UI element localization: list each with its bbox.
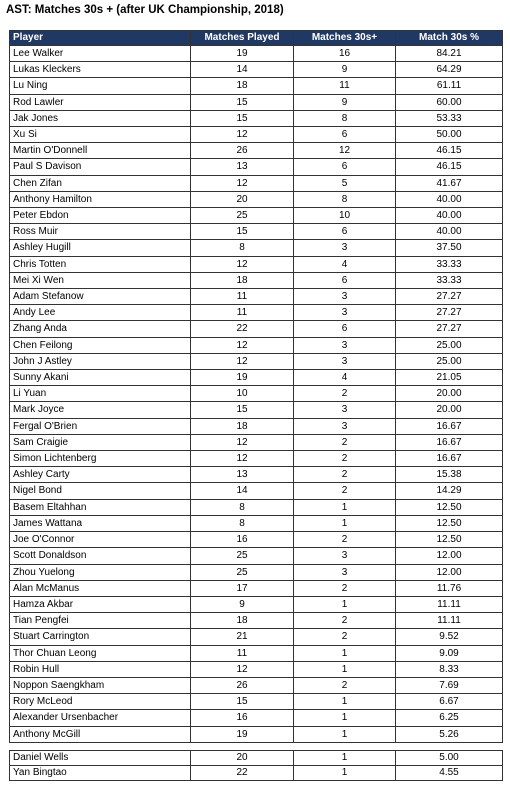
- header-matches-30s: Matches 30s+: [294, 31, 396, 46]
- extra-table-body: [10, 751, 503, 781]
- matches-30s-cell: 3: [294, 418, 396, 434]
- match-30s-percent-cell: 61.11: [396, 78, 503, 94]
- player-name-cell: Lee Walker: [10, 46, 191, 62]
- matches-30s-cell: 1: [294, 499, 396, 515]
- table-row: [10, 710, 503, 726]
- matches-played-cell: 12: [191, 451, 294, 467]
- matches-30s-cell: 1: [294, 645, 396, 661]
- matches-played-cell: 14: [191, 62, 294, 78]
- table-row: [10, 483, 503, 499]
- table-row: [10, 418, 503, 434]
- matches-played-cell: 13: [191, 467, 294, 483]
- matches-30s-cell: 2: [294, 434, 396, 450]
- match-30s-percent-cell: 27.27: [396, 321, 503, 337]
- matches-30s-table: [9, 30, 503, 743]
- matches-30s-cell: 1: [294, 515, 396, 531]
- match-30s-percent-cell: 8.33: [396, 661, 503, 677]
- match-30s-percent-cell: 37.50: [396, 240, 503, 256]
- matches-30s-cell: 2: [294, 580, 396, 596]
- player-name-cell: Anthony Hamilton: [10, 191, 191, 207]
- matches-30s-cell: 9: [294, 62, 396, 78]
- player-name-cell: Paul S Davison: [10, 159, 191, 175]
- matches-30s-cell: 2: [294, 483, 396, 499]
- matches-30s-cell: 3: [294, 402, 396, 418]
- table-row: [10, 499, 503, 515]
- matches-30s-cell: 3: [294, 337, 396, 353]
- matches-played-cell: 17: [191, 580, 294, 596]
- matches-30s-cell: 3: [294, 289, 396, 305]
- table-row: [10, 110, 503, 126]
- matches-30s-cell: 8: [294, 191, 396, 207]
- match-30s-percent-cell: 15.38: [396, 467, 503, 483]
- match-30s-percent-cell: 33.33: [396, 256, 503, 272]
- matches-played-cell: 19: [191, 370, 294, 386]
- player-name-cell: Scott Donaldson: [10, 548, 191, 564]
- table-row: [10, 580, 503, 596]
- matches-played-cell: 15: [191, 694, 294, 710]
- player-name-cell: Mark Joyce: [10, 402, 191, 418]
- matches-30s-cell: 6: [294, 224, 396, 240]
- matches-30s-cell: 5: [294, 175, 396, 191]
- match-30s-percent-cell: 27.27: [396, 289, 503, 305]
- matches-played-cell: 15: [191, 224, 294, 240]
- match-30s-percent-cell: 11.11: [396, 613, 503, 629]
- player-name-cell: Lu Ning: [10, 78, 191, 94]
- matches-played-cell: 12: [191, 661, 294, 677]
- matches-30s-cell: 1: [294, 596, 396, 612]
- table-row: [10, 240, 503, 256]
- player-name-cell: Alexander Ursenbacher: [10, 710, 191, 726]
- matches-played-cell: 19: [191, 726, 294, 742]
- match-30s-percent-cell: 41.67: [396, 175, 503, 191]
- matches-played-cell: 12: [191, 127, 294, 143]
- matches-30s-cell: 6: [294, 321, 396, 337]
- matches-30s-cell: 1: [294, 766, 396, 781]
- matches-played-cell: 25: [191, 208, 294, 224]
- table-row: [10, 548, 503, 564]
- table-row: [10, 46, 503, 62]
- player-name-cell: Zhang Anda: [10, 321, 191, 337]
- table-row: [10, 564, 503, 580]
- matches-played-cell: 8: [191, 515, 294, 531]
- match-30s-percent-cell: 5.26: [396, 726, 503, 742]
- player-name-cell: Tian Pengfei: [10, 613, 191, 629]
- player-name-cell: Hamza Akbar: [10, 596, 191, 612]
- player-name-cell: Zhou Yuelong: [10, 564, 191, 580]
- matches-played-cell: 21: [191, 629, 294, 645]
- match-30s-percent-cell: 84.21: [396, 46, 503, 62]
- matches-played-cell: 25: [191, 564, 294, 580]
- player-name-cell: Fergal O'Brien: [10, 418, 191, 434]
- matches-30s-cell: 2: [294, 629, 396, 645]
- table-row: [10, 143, 503, 159]
- matches-30s-cell: 3: [294, 240, 396, 256]
- matches-30s-cell: 8: [294, 110, 396, 126]
- matches-30s-cell: 12: [294, 143, 396, 159]
- matches-played-cell: 26: [191, 677, 294, 693]
- table-row: [10, 766, 503, 781]
- match-30s-percent-cell: 12.00: [396, 548, 503, 564]
- player-name-cell: Anthony McGill: [10, 726, 191, 742]
- match-30s-percent-cell: 5.00: [396, 751, 503, 766]
- table-row: [10, 451, 503, 467]
- player-name-cell: Rory McLeod: [10, 694, 191, 710]
- matches-played-cell: 11: [191, 645, 294, 661]
- player-name-cell: Robin Hull: [10, 661, 191, 677]
- match-30s-percent-cell: 60.00: [396, 94, 503, 110]
- player-name-cell: Basem Eltahhan: [10, 499, 191, 515]
- matches-30s-cell: 2: [294, 451, 396, 467]
- matches-played-cell: 15: [191, 402, 294, 418]
- matches-played-cell: 26: [191, 143, 294, 159]
- matches-played-cell: 22: [191, 766, 294, 781]
- player-name-cell: Martin O'Donnell: [10, 143, 191, 159]
- table-row: [10, 726, 503, 742]
- matches-played-cell: 13: [191, 159, 294, 175]
- matches-30s-cell: 4: [294, 370, 396, 386]
- player-name-cell: Mei Xi Wen: [10, 272, 191, 288]
- matches-played-cell: 15: [191, 94, 294, 110]
- player-name-cell: Chen Zifan: [10, 175, 191, 191]
- match-30s-percent-cell: 40.00: [396, 208, 503, 224]
- matches-30s-cell: 1: [294, 661, 396, 677]
- match-30s-percent-cell: 6.67: [396, 694, 503, 710]
- player-name-cell: Daniel Wells: [10, 751, 191, 766]
- table-row: [10, 402, 503, 418]
- table-row: [10, 613, 503, 629]
- matches-played-cell: 15: [191, 110, 294, 126]
- matches-30s-cell: 2: [294, 677, 396, 693]
- table-row: [10, 127, 503, 143]
- table-row: [10, 661, 503, 677]
- table-body: [10, 46, 503, 743]
- match-30s-percent-cell: 7.69: [396, 677, 503, 693]
- matches-played-cell: 9: [191, 596, 294, 612]
- player-name-cell: Simon Lichtenberg: [10, 451, 191, 467]
- table-row: [10, 677, 503, 693]
- match-30s-percent-cell: 12.00: [396, 564, 503, 580]
- matches-played-cell: 11: [191, 289, 294, 305]
- header-player: Player: [10, 31, 191, 46]
- match-30s-percent-cell: 40.00: [396, 191, 503, 207]
- player-name-cell: Alan McManus: [10, 580, 191, 596]
- table-row: [10, 256, 503, 272]
- player-name-cell: Xu Si: [10, 127, 191, 143]
- player-name-cell: Lukas Kleckers: [10, 62, 191, 78]
- player-name-cell: Sunny Akani: [10, 370, 191, 386]
- table-row: [10, 321, 503, 337]
- matches-played-cell: 12: [191, 434, 294, 450]
- table-row: [10, 337, 503, 353]
- player-name-cell: Thor Chuan Leong: [10, 645, 191, 661]
- matches-30s-cell: 10: [294, 208, 396, 224]
- table-row: [10, 751, 503, 766]
- match-30s-percent-cell: 12.50: [396, 499, 503, 515]
- match-30s-percent-cell: 20.00: [396, 386, 503, 402]
- matches-30s-cell: 2: [294, 532, 396, 548]
- table-row: [10, 94, 503, 110]
- extra-players-table: [9, 750, 503, 781]
- matches-played-cell: 22: [191, 321, 294, 337]
- matches-30s-cell: 3: [294, 305, 396, 321]
- matches-played-cell: 19: [191, 46, 294, 62]
- player-name-cell: John J Astley: [10, 353, 191, 369]
- player-name-cell: Chen Feilong: [10, 337, 191, 353]
- match-30s-percent-cell: 25.00: [396, 337, 503, 353]
- matches-played-cell: 14: [191, 483, 294, 499]
- player-name-cell: Jak Jones: [10, 110, 191, 126]
- matches-played-cell: 18: [191, 272, 294, 288]
- matches-30s-cell: 6: [294, 272, 396, 288]
- matches-played-cell: 16: [191, 532, 294, 548]
- match-30s-percent-cell: 25.00: [396, 353, 503, 369]
- player-name-cell: Ross Muir: [10, 224, 191, 240]
- match-30s-percent-cell: 14.29: [396, 483, 503, 499]
- matches-30s-cell: 2: [294, 613, 396, 629]
- table-row: [10, 224, 503, 240]
- matches-30s-cell: 1: [294, 751, 396, 766]
- matches-30s-cell: 6: [294, 159, 396, 175]
- table-row: [10, 208, 503, 224]
- match-30s-percent-cell: 50.00: [396, 127, 503, 143]
- table-row: [10, 467, 503, 483]
- player-name-cell: Stuart Carrington: [10, 629, 191, 645]
- match-30s-percent-cell: 6.25: [396, 710, 503, 726]
- table-row: [10, 272, 503, 288]
- player-name-cell: Chris Totten: [10, 256, 191, 272]
- player-name-cell: Ashley Hugill: [10, 240, 191, 256]
- table-row: [10, 645, 503, 661]
- table-row: [10, 175, 503, 191]
- match-30s-percent-cell: 64.29: [396, 62, 503, 78]
- match-30s-percent-cell: 46.15: [396, 143, 503, 159]
- matches-30s-cell: 11: [294, 78, 396, 94]
- matches-30s-cell: 3: [294, 564, 396, 580]
- player-name-cell: Andy Lee: [10, 305, 191, 321]
- matches-played-cell: 8: [191, 240, 294, 256]
- matches-played-cell: 12: [191, 337, 294, 353]
- match-30s-percent-cell: 27.27: [396, 305, 503, 321]
- matches-30s-cell: 6: [294, 127, 396, 143]
- match-30s-percent-cell: 16.67: [396, 418, 503, 434]
- match-30s-percent-cell: 16.67: [396, 434, 503, 450]
- matches-played-cell: 18: [191, 613, 294, 629]
- match-30s-percent-cell: 9.09: [396, 645, 503, 661]
- table-row: [10, 159, 503, 175]
- player-name-cell: Nigel Bond: [10, 483, 191, 499]
- matches-30s-cell: 3: [294, 548, 396, 564]
- matches-played-cell: 18: [191, 78, 294, 94]
- table-row: [10, 305, 503, 321]
- matches-played-cell: 20: [191, 751, 294, 766]
- header-row: [10, 31, 503, 46]
- table-row: [10, 694, 503, 710]
- table-title: AST: Matches 30s + (after UK Championship, 2018): [6, 4, 284, 16]
- match-30s-percent-cell: 20.00: [396, 402, 503, 418]
- matches-played-cell: 16: [191, 710, 294, 726]
- header-match-30s-percent: Match 30s %: [396, 31, 503, 46]
- table-row: [10, 596, 503, 612]
- matches-played-cell: 20: [191, 191, 294, 207]
- table-row: [10, 532, 503, 548]
- matches-played-cell: 12: [191, 175, 294, 191]
- match-30s-percent-cell: 4.55: [396, 766, 503, 781]
- match-30s-percent-cell: 9.52: [396, 629, 503, 645]
- match-30s-percent-cell: 46.15: [396, 159, 503, 175]
- matches-played-cell: 10: [191, 386, 294, 402]
- player-name-cell: Joe O'Connor: [10, 532, 191, 548]
- table-row: [10, 370, 503, 386]
- matches-30s-cell: 4: [294, 256, 396, 272]
- player-name-cell: James Wattana: [10, 515, 191, 531]
- matches-30s-cell: 16: [294, 46, 396, 62]
- matches-30s-cell: 1: [294, 710, 396, 726]
- matches-played-cell: 18: [191, 418, 294, 434]
- match-30s-percent-cell: 12.50: [396, 532, 503, 548]
- matches-played-cell: 12: [191, 353, 294, 369]
- table-row: [10, 191, 503, 207]
- player-name-cell: Rod Lawler: [10, 94, 191, 110]
- matches-30s-cell: 9: [294, 94, 396, 110]
- table-row: [10, 629, 503, 645]
- table-row: [10, 353, 503, 369]
- table-row: [10, 289, 503, 305]
- matches-30s-cell: 2: [294, 467, 396, 483]
- matches-played-cell: 8: [191, 499, 294, 515]
- matches-30s-cell: 1: [294, 694, 396, 710]
- table-row: [10, 78, 503, 94]
- match-30s-percent-cell: 16.67: [396, 451, 503, 467]
- table-row: [10, 386, 503, 402]
- table-row: [10, 62, 503, 78]
- match-30s-percent-cell: 53.33: [396, 110, 503, 126]
- table-row: [10, 434, 503, 450]
- player-name-cell: Ashley Carty: [10, 467, 191, 483]
- player-name-cell: Li Yuan: [10, 386, 191, 402]
- player-name-cell: Sam Craigie: [10, 434, 191, 450]
- matches-30s-cell: 3: [294, 353, 396, 369]
- matches-played-cell: 12: [191, 256, 294, 272]
- player-name-cell: Noppon Saengkham: [10, 677, 191, 693]
- match-30s-percent-cell: 40.00: [396, 224, 503, 240]
- match-30s-percent-cell: 33.33: [396, 272, 503, 288]
- match-30s-percent-cell: 21.05: [396, 370, 503, 386]
- matches-played-cell: 11: [191, 305, 294, 321]
- matches-30s-cell: 1: [294, 726, 396, 742]
- match-30s-percent-cell: 11.11: [396, 596, 503, 612]
- player-name-cell: Yan Bingtao: [10, 766, 191, 781]
- matches-30s-cell: 2: [294, 386, 396, 402]
- header-matches-played: Matches Played: [191, 31, 294, 46]
- matches-played-cell: 25: [191, 548, 294, 564]
- table-row: [10, 515, 503, 531]
- match-30s-percent-cell: 12.50: [396, 515, 503, 531]
- player-name-cell: Peter Ebdon: [10, 208, 191, 224]
- match-30s-percent-cell: 11.76: [396, 580, 503, 596]
- player-name-cell: Adam Stefanow: [10, 289, 191, 305]
